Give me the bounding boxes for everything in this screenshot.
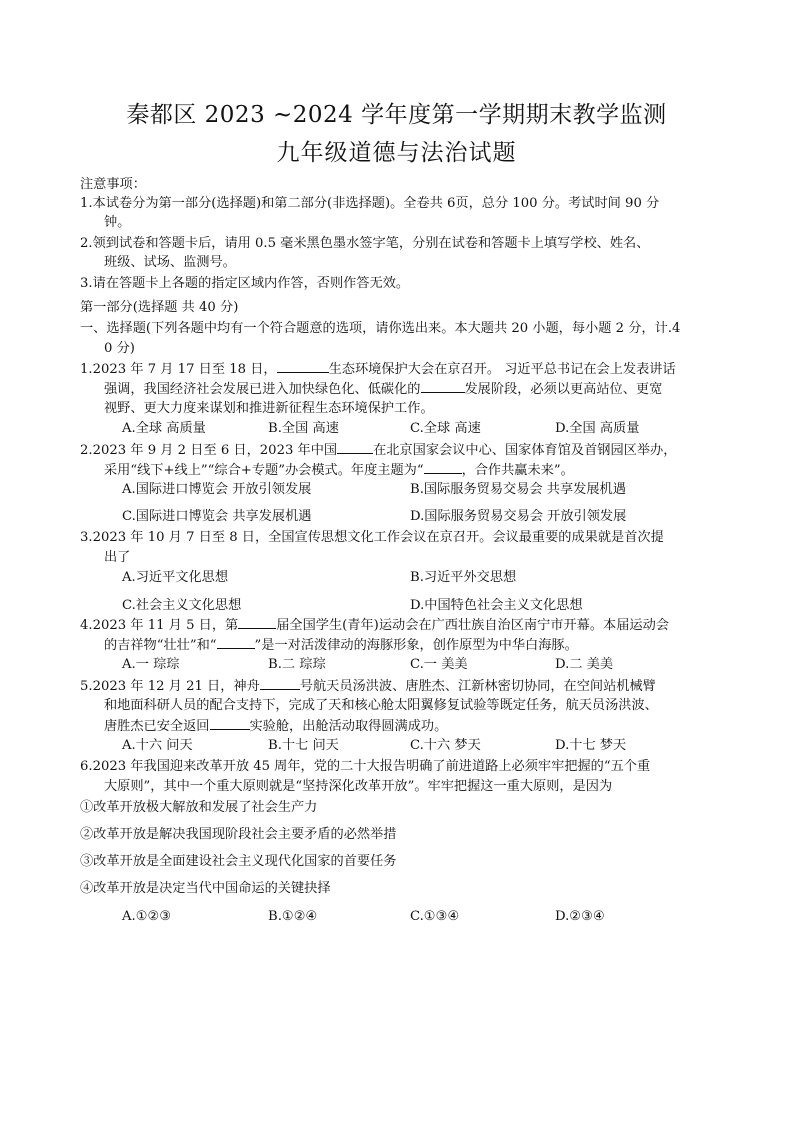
q5-stem-line2: 和地面科研人员的配合支持下，完成了天和核心舱太阳翼修复试验等既定任务，航天员汤洪波、 bbox=[104, 698, 658, 713]
answer-blank bbox=[277, 360, 329, 373]
exam-title: 秦都区 2023 ~2024 学年度第一学期期末教学监测 bbox=[126, 102, 667, 128]
q1-option-a[interactable]: A.全球 高质量 bbox=[122, 421, 206, 436]
answer-blank bbox=[421, 380, 465, 393]
q2-option-b[interactable]: B.国际服务贸易交易会 共享发展机遇 bbox=[410, 482, 626, 497]
q2-option-d[interactable]: D.国际服务贸易交易会 开放引领发展 bbox=[410, 509, 627, 524]
q4-stem-line1: 4.2023 年 11 月 5 日，第 届全国学生(青年)运动会在广西壮族自治区南宁市开幕。本届运动会 bbox=[80, 618, 669, 633]
answer-blank bbox=[337, 441, 373, 454]
note-3: 3.请在答题卡上各题的指定区域内作答，否则作答无效。 bbox=[80, 276, 410, 291]
q3-stem-line1: 3.2023 年 10 月 7 日至 8 日，全国宣传思想文化工作会议在京召开。会议最重要的成果就是首次提 bbox=[80, 530, 664, 545]
q4-stem-line2: 的吉祥物“壮壮”和“ ”是一对活泼律动的海豚形象，创作原型为中华白海豚。 bbox=[104, 638, 578, 653]
note-1-cont: 钟。 bbox=[104, 215, 131, 230]
answer-blank bbox=[217, 636, 255, 649]
notes-heading: 注意事项： bbox=[80, 177, 146, 192]
part1-instructions-cont: 0 分) bbox=[104, 341, 135, 356]
q2-option-c[interactable]: C.国际进口博览会 共享发展机遇 bbox=[122, 509, 312, 524]
q2-option-a[interactable]: A.国际进口博览会 开放引领发展 bbox=[122, 482, 312, 497]
q5-option-d[interactable]: D.十七 梦天 bbox=[555, 738, 627, 753]
q5-option-a[interactable]: A.十六 问天 bbox=[122, 738, 193, 753]
q6-option-d[interactable]: D.②③④ bbox=[555, 909, 605, 924]
q1-option-b[interactable]: B.全国 高速 bbox=[268, 421, 339, 436]
answer-blank bbox=[238, 616, 276, 629]
answer-blank bbox=[210, 717, 250, 730]
q4-option-a[interactable]: A.一 琮琮 bbox=[122, 657, 180, 672]
q5-option-c[interactable]: C.十六 梦天 bbox=[410, 738, 481, 753]
q1-stem-line3: 视野、更大力度来谋划和推进新征程生态环境保护工作。 bbox=[104, 401, 434, 416]
q6-stem-line2: 大原则”，其中一个重大原则就是“坚持深化改革开放”。牢牢把握这一重大原则，是因为 bbox=[104, 779, 613, 794]
q5-option-b[interactable]: B.十七 问天 bbox=[268, 738, 339, 753]
q1-stem-line1: 1.2023 年 7 月 17 日至 18 日， 生态环境保护大会在京召开。 习近平总书记在会上发表讲话 bbox=[80, 362, 676, 377]
q2-stem-line2: 采用“线下+线上”“综合+专题”办会模式。年度主题为“ ，合作共赢未来”。 bbox=[104, 463, 574, 478]
part1-heading: 第一部分(选择题 共 40 分) bbox=[80, 300, 239, 315]
q6-statement-3: ③改革开放是全面建设社会主义现代化国家的首要任务 bbox=[80, 854, 397, 869]
q3-option-b[interactable]: B.习近平外交思想 bbox=[410, 570, 517, 585]
q5-stem-line3: 唐胜杰已安全返回 实验舱，出舱活动取得圆满成功。 bbox=[104, 719, 448, 734]
q2-stem-line1: 2.2023 年 9 月 2 日至 6 日，2023 年中国 在北京国家会议中心、国家体育馆及首钢园区举办， bbox=[80, 443, 677, 458]
q6-stem-line1: 6.2023 年我国迎来改革开放 45 周年，党的二十大报告明确了前进道路上必须牢牢把握的“五个重 bbox=[80, 759, 651, 774]
q4-option-b[interactable]: B.二 琮琮 bbox=[268, 657, 326, 672]
exam-subtitle: 九年级道德与法治试题 bbox=[276, 140, 517, 166]
q6-option-a[interactable]: A.①②③ bbox=[122, 909, 172, 924]
q3-option-c[interactable]: C.社会主义文化思想 bbox=[122, 598, 242, 613]
note-1: 1.本试卷分为第一部分(选择题)和第二部分(非选择题)。全卷共 6页，总分 100 分。考试时间 90 分 bbox=[80, 196, 660, 211]
q6-statement-4: ④改革开放是决定当代中国命运的关键抉择 bbox=[80, 881, 331, 896]
answer-blank bbox=[424, 461, 462, 474]
q3-option-a[interactable]: A.习近平文化思想 bbox=[122, 570, 229, 585]
q1-stem-line2: 强调，我国经济社会发展已进入加快绿色化、低碳化的 发展阶段，必须以更高站位、更宽 bbox=[104, 382, 663, 397]
note-2: 2.领到试卷和答题卡后，请用 0.5 毫米黑色墨水签字笔，分别在试卷和答题卡上填写学校、姓名、 bbox=[80, 236, 650, 251]
q1-option-c[interactable]: C.全球 高速 bbox=[410, 421, 481, 436]
q3-stem-line2: 出了 bbox=[104, 550, 131, 565]
q3-option-d[interactable]: D.中国特色社会主义文化思想 bbox=[410, 598, 583, 613]
part1-instructions: 一、选择题(下列各题中均有一个符合题意的选项，请你选出来。本大题共 20 小题，每小题 2 分，计.4 bbox=[80, 321, 681, 336]
q6-statement-2: ②改革开放是解决我国现阶段社会主要矛盾的必然举措 bbox=[80, 827, 397, 842]
answer-blank bbox=[260, 677, 300, 690]
note-2-cont: 班级、试场、监测号。 bbox=[104, 255, 236, 270]
q6-option-b[interactable]: B.①②④ bbox=[268, 909, 318, 924]
q4-option-c[interactable]: C.一 美美 bbox=[410, 657, 468, 672]
q6-option-c[interactable]: C.①③④ bbox=[410, 909, 460, 924]
q6-statement-1: ①改革开放极大解放和发展了社会生产力 bbox=[80, 800, 318, 815]
q4-option-d[interactable]: D.二 美美 bbox=[555, 657, 614, 672]
q1-option-d[interactable]: D.全国 高质量 bbox=[555, 421, 640, 436]
q5-stem-line1: 5.2023 年 12 月 21 日，神舟 号航天员汤洪波、唐胜杰、江新林密切协同，在空间站机械臂 bbox=[80, 679, 656, 694]
